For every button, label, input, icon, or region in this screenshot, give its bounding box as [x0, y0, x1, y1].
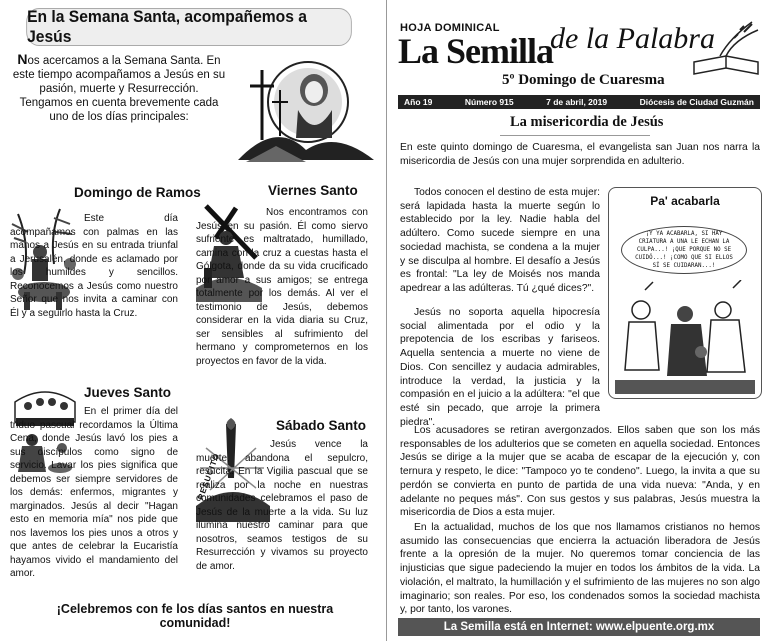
- right-page: [390, 0, 768, 641]
- viernes-title: Viernes Santo: [268, 183, 358, 198]
- sabado-title: Sábado Santo: [276, 418, 367, 433]
- intro-text: [12, 52, 226, 124]
- issue-diocese: Diócesis de Ciudad Guzmán: [639, 97, 754, 107]
- issue-info-bar: [398, 95, 760, 109]
- issue-year: Año 19: [404, 97, 433, 107]
- article-paragraph-2: Jesús no soporta aquella hipocresía social alimentada por el odio y la prepotencia de los escribas y fariseos. Aquella sentencia a muerte no viene de Dios. Con sencillez y audacia admirables, introduce la verdad, la justicia y la compasión en el juicio a la adúltera: "el que esté sin pecado, que arroje la primera piedra".: [400, 307, 600, 428]
- issue-date: 7 de abril, 2019: [546, 97, 608, 107]
- sabado-text: Jesús vence la muerte, abandona el sepulcro, resucita. En la Vigilia pascual que se realiza por la noche en nuestras comunidades celebramos el paso de Jesús de la muerte a la vida. Su luz ilumina nuestro caminar para que nosotros, seamos testigos de su Resurrección y vivamos su proyecto de amor.: [196, 439, 368, 572]
- crucifixion-illustration: [236, 50, 376, 170]
- article-title: La misericordia de Jesús: [510, 114, 664, 130]
- article-paragraph-1: Todos conocen el destino de esta mujer: será lapidada hasta la muerte según lo establecido por la ley. Nadie habla del adúltero. Como sucede siempre en una sociedad machista, se condena a la mujer y se disculpa al hombre. El desafío a Jesús es frontal: "La ley de Moisés nos manda apedrear a las adúlteras. Tú ¿qué dices?".: [400, 187, 600, 294]
- cartoon-title: Pa' acabarla: [650, 194, 720, 208]
- cartoon-illustration: [615, 280, 755, 394]
- issue-number: Número 915: [464, 97, 514, 107]
- article-paragraph-3: Los acusadores se retiran avergonzados. Ellos saben que son los más responsables de los adulterios que se cometen en aquella sociedad. Entonces Jesús se dirige a la mujer que se acaba de escapar de la ejecución y, con ternura y respeto, le dice: "Tampoco yo te condeno". Luego, la invita a que su perdón se convierta en punto de partida de una vida nueva: "Anda, y en adelante no peques más". Con sus gestos y sus palabras, Jesús muestra la misericordia de Dios a esta mujer.: [400, 425, 760, 519]
- wheat-book-icon: [690, 18, 762, 80]
- jueves-text: En el primer día del triduo pascual recordamos la Última Cena, donde Jesús lavó los pies a sus discípulos como signo de servicio. Lavar los pies significa que debemos ser siempre servidores de los demás: enfermos, migrantes y marginados. Jesús al decir "Hagan esto en memoria mía" nos pide que nos lavemos los pies unos a otros y que antes de celebrar la Eucaristía hayamos vivido el mandamiento del amor.: [10, 406, 178, 579]
- sunday-label: 5º Domingo de Cuaresma: [502, 72, 665, 88]
- resucito-label: RESUCITÓ: [196, 451, 222, 502]
- left-footer: ¡Celebremos con fe los días santos en nuestra comunidad!: [56, 602, 334, 630]
- ramos-text: Este día acompañamos con palmas en las manos a Jesús en su entrada triunfal a Jerusalén, donde es aclamado por los humildes y sencillos. Reconocemos a Jesús como nuestro Señor que nos invita a caminar con Él y a seguirlo hasta la Cruz.: [10, 213, 178, 319]
- cartoon-speech-bubble: ¡Y YA ACABARLA, SI HAY CRIATURA A UNA LE ECHAN LA CULPA...! ¡QUE PORQUE NO SE CUIDÓ...! ¡COMO QUE SI ELLOS SÍ SE CUIDARAN...!: [621, 226, 747, 274]
- hoja-dominical-label: HOJA DOMINICAL: [400, 22, 500, 34]
- ramos-title: Domingo de Ramos: [74, 185, 201, 200]
- right-footer[interactable]: La Semilla está en Internet: www.elpuente.org.mx: [398, 618, 760, 636]
- article-rule: [500, 135, 650, 136]
- masthead-title: La Semilla: [398, 31, 554, 71]
- cartoon-box: [608, 187, 762, 399]
- left-banner: En la Semana Santa, acompañemos a Jesús: [26, 8, 352, 46]
- intro-dropcap: N: [17, 51, 28, 67]
- viernes-text: Nos encontramos con Jesús en su pasión. Él como siervo sufriente es maltratado, humillado, camina con la cruz a cuestas hasta el Gólgota, donde da su vida crucificado por amor a sus amigos; se entrega totalmente por los demás. Al ver el testimonio de Jesús, debemos considerar en la vida diaria su Cruz, ser sensibles al sufrimiento del hermano y comprometernos en los proyectos en favor de la vida.: [196, 207, 368, 367]
- masthead-subtitle: de la Palabra: [550, 22, 715, 55]
- intro-body: os acercamos a la Semana Santa. En este tiempo acompañamos a Jesús en su pasión, muerte y Resurrección. Tengamos en cuenta brevemente cada uno de los días principales:: [12, 55, 226, 123]
- article-paragraph-4: En la actualidad, muchos de los que nos llamamos cristianos no hemos asumido las consecuencias que encierra la actuación liberadora de Jesús frente a la opresión de la mujer. No queremos tomar conciencia de las injusticias que sigue padeciendo la mujer en todos los ámbitos de la vida. La violación, el maltrato, la humillación y el sufrimiento de las mujeres no son algo imaginario; son reales. Por eso, los condenados somos la sociedad machista y, por tanto, los varones.: [400, 522, 760, 616]
- page-divider: [386, 0, 387, 641]
- article-lead: En este quinto domingo de Cuaresma, el evangelista san Juan nos narra la misericordia de Jesús con una mujer sorprendida en adulterio.: [400, 142, 760, 167]
- jueves-title: Jueves Santo: [84, 385, 172, 400]
